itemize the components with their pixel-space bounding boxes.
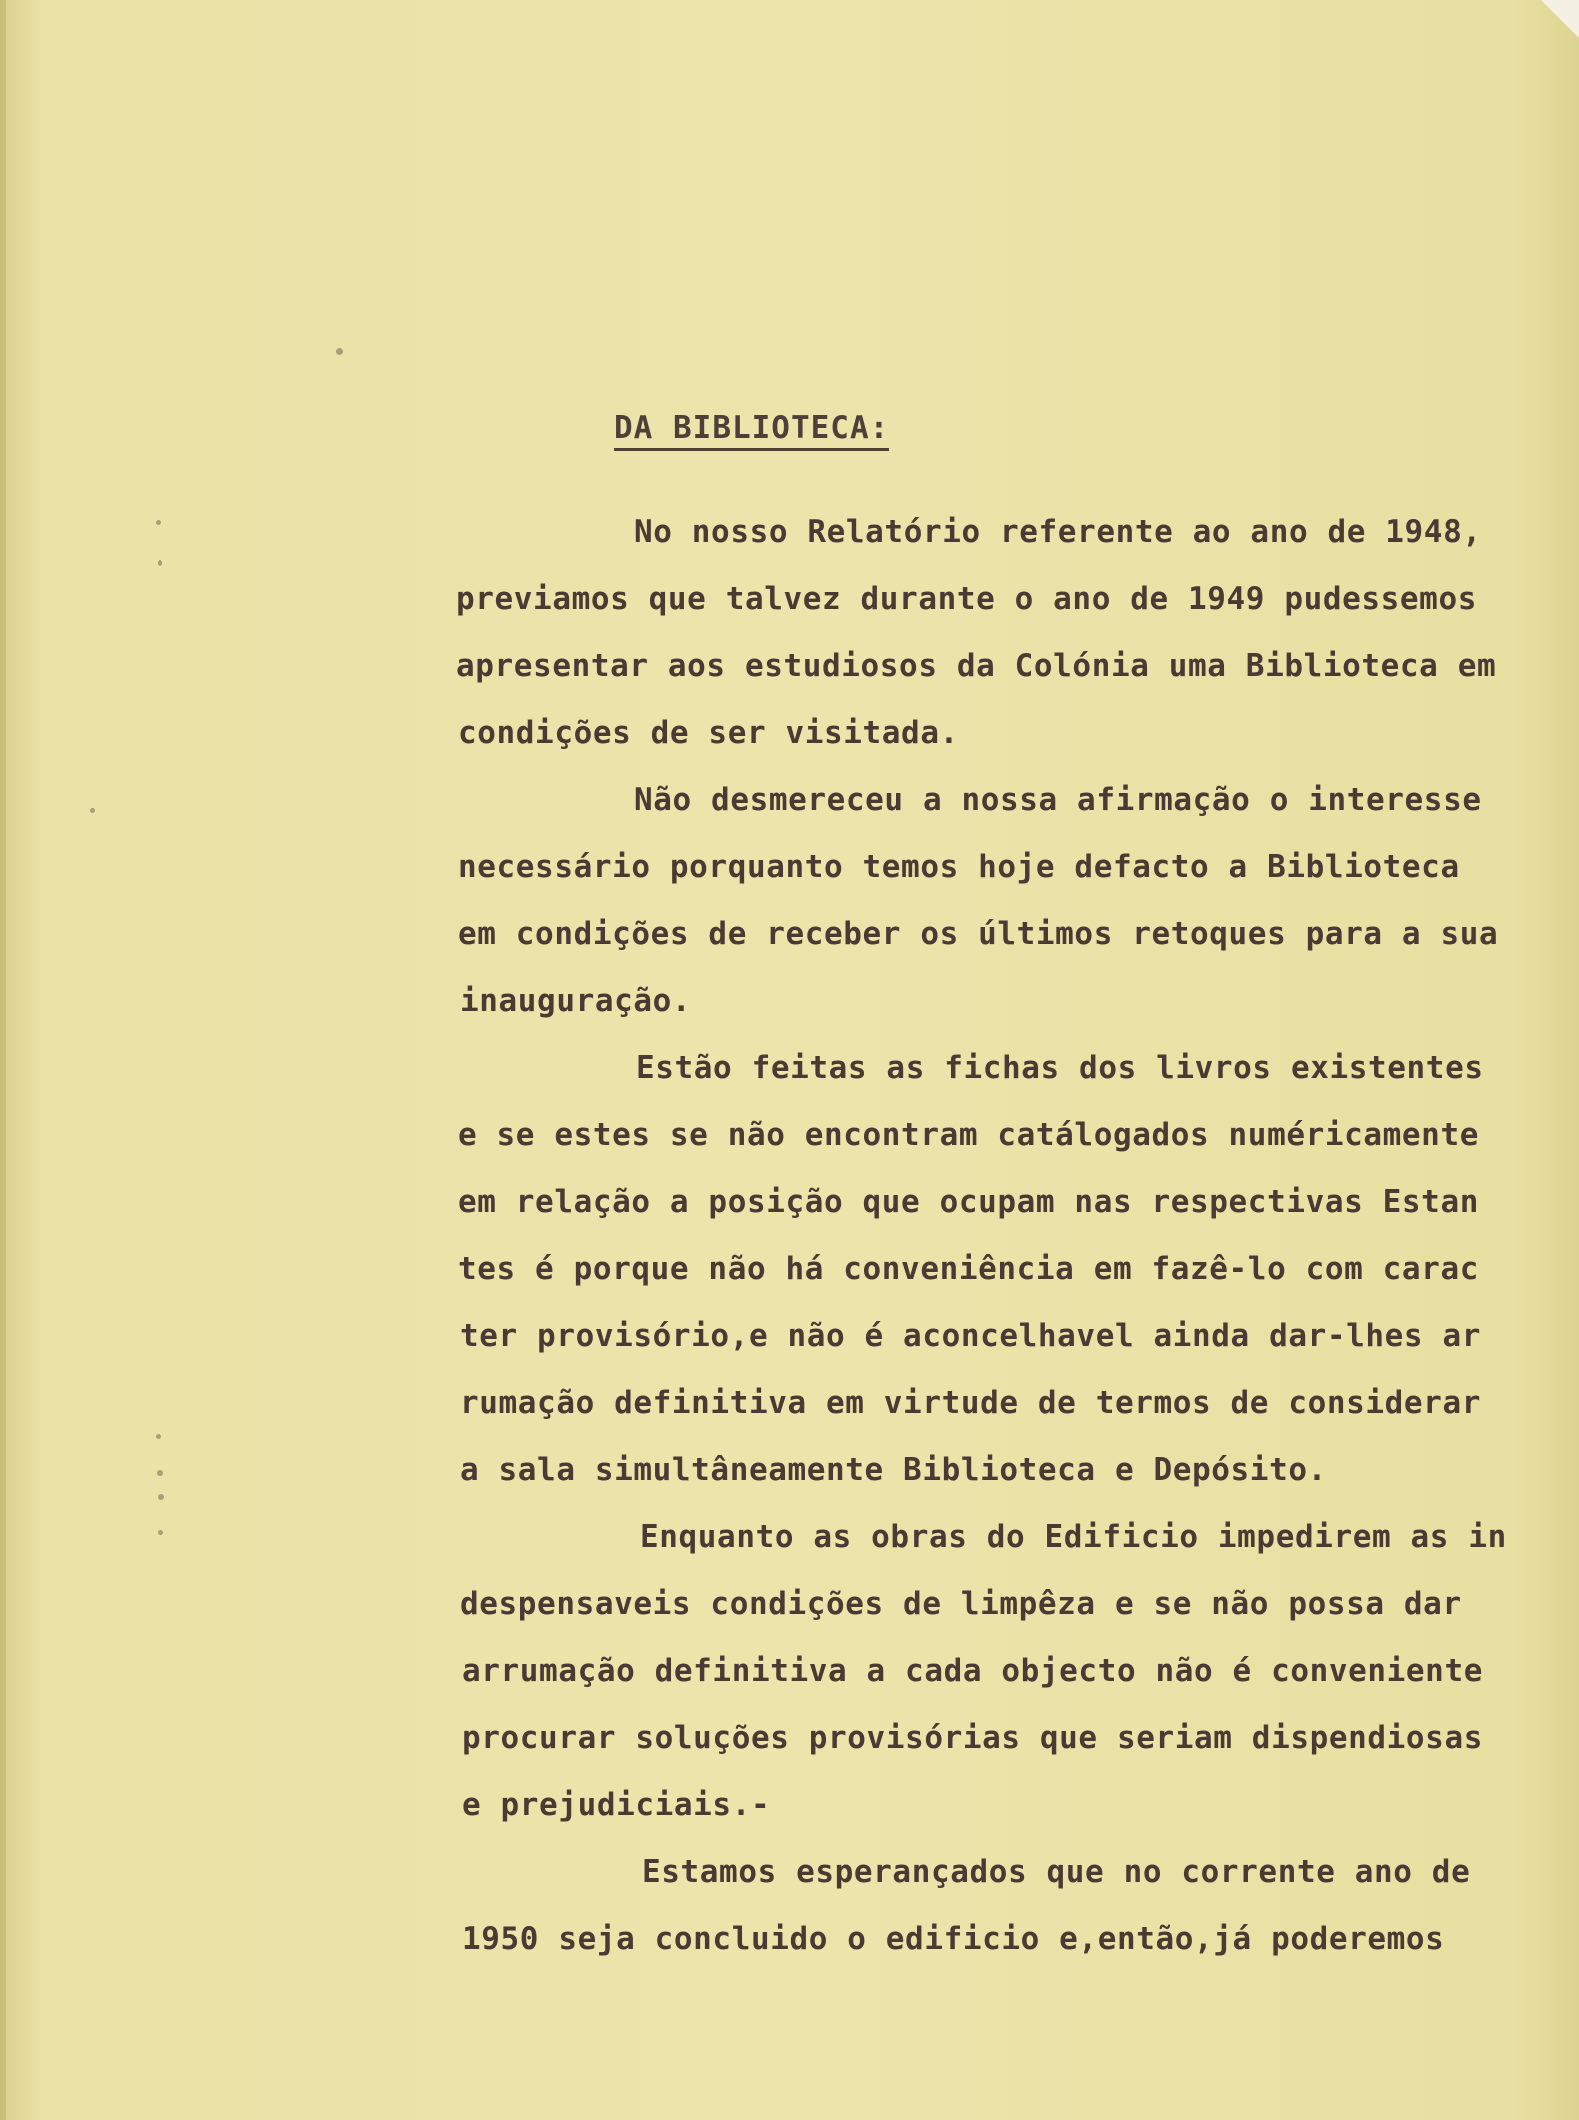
ink-speck [157,1470,163,1476]
text-line: rumação definitiva em virtude de termos de considerar [460,1385,1481,1421]
text-line: 1950 seja concluido o edificio e,então,já poderemos [462,1921,1445,1957]
text-line: apresentar aos estudiosos da Colónia uma Biblioteca em [456,648,1497,684]
ink-speck [336,348,343,355]
text-line: e prejudiciais.- [462,1787,771,1823]
text-line: a sala simultâneamente Biblioteca e Depósito. [460,1452,1327,1488]
ink-speck [158,560,162,566]
text-line: previamos que talvez durante o ano de 1949 pudessemos [456,581,1477,617]
text-line: Estão feitas as fichas dos livros existentes [636,1050,1484,1086]
ink-speck [158,1530,163,1535]
text-line: arrumação definitiva a cada objecto não é conveniente [462,1653,1483,1689]
text-line: No nosso Relatório referente ao ano de 1948, [634,514,1482,550]
page-left-edge [0,0,6,2120]
text-line: despensaveis condições de limpêza e se não possa dar [460,1586,1462,1622]
ink-speck [156,1434,161,1439]
text-line: Enquanto as obras do Edificio impedirem as in [640,1519,1507,1555]
section-heading: DA BIBLIOTECA: [614,410,889,451]
text-line: em condições de receber os últimos retoques para a sua [458,916,1499,952]
corner-fold [1541,0,1579,38]
ink-speck [90,808,95,813]
ink-speck [158,1494,164,1500]
text-line: procurar soluções provisórias que seriam dispendiosas [462,1720,1483,1756]
text-line: em relação a posição que ocupam nas respectivas Estan [458,1184,1479,1220]
ink-speck [156,520,161,525]
text-line: ter provisório,e não é aconcelhavel ainda dar-lhes ar [460,1318,1481,1354]
text-line: necessário porquanto temos hoje defacto a Biblioteca [458,849,1460,885]
text-line: tes é porque não há conveniência em fazê-lo com carac [458,1251,1479,1287]
text-line: e se estes se não encontram catálogados numéricamente [458,1117,1479,1153]
text-line: Estamos esperançados que no corrente ano de [642,1854,1471,1890]
text-line: condições de ser visitada. [458,715,959,751]
text-line: Não desmereceu a nossa afirmação o interesse [634,782,1482,818]
text-line: inauguração. [460,983,692,1019]
